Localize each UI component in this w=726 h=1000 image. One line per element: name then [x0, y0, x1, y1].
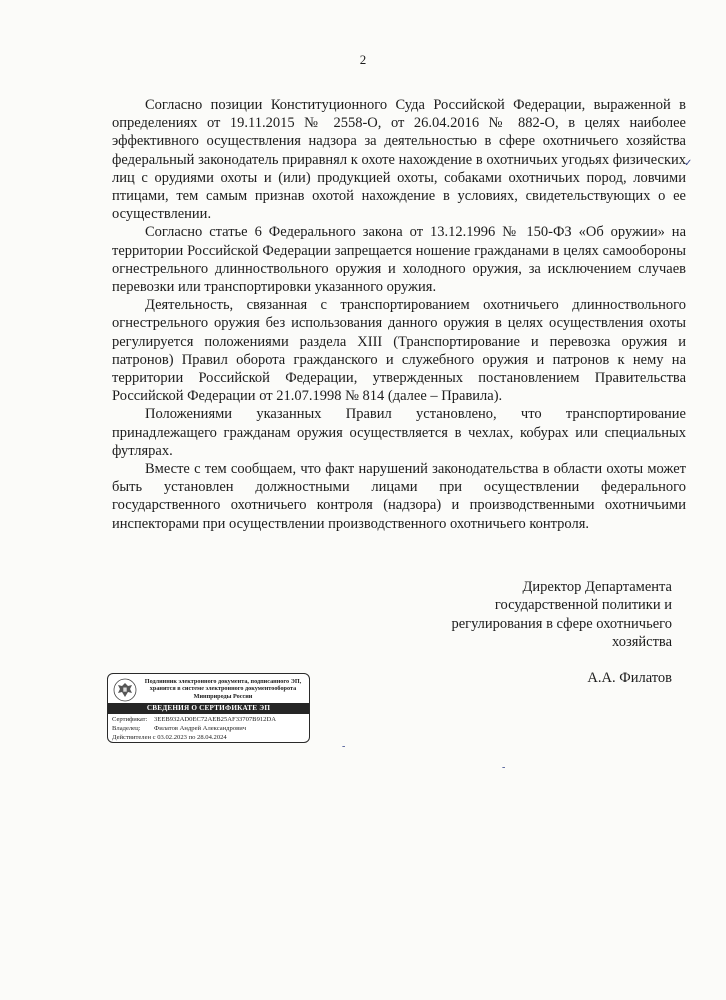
signature-position-line: Директор Департамента [522, 579, 672, 595]
letter-body [112, 96, 686, 533]
scan-mark: ✓ [684, 158, 693, 169]
scan-mark: - [342, 741, 346, 752]
signature-position-line: регулирования в сфере охотничьего [451, 615, 672, 632]
owner-value: Филатов Андрей Александрович [154, 725, 247, 732]
electronic-signature-stamp [107, 673, 310, 743]
stamp-header: Подлинник электронного документа, подписанного ЭП, хранится в системе электронного документооборота Минприроды России [144, 678, 302, 700]
coat-of-arms-icon [113, 678, 137, 702]
signature-position [400, 578, 672, 652]
paragraph-rules-provisions: Положениями указанных Правил установлено, что транспортирование принадлежащего гражданам оружия осуществляется в чехлах, кобурах или специальных футлярах. [112, 406, 686, 459]
certificate-label: Сертификат: [112, 716, 148, 723]
validity-row: Действителен с 03.02.2023 по 28.04.2024 [112, 734, 227, 741]
paragraph-violations: Вместе с тем сообщаем, что факт нарушений законодательства в области охоты может быть установлен должностными лицами при осуществлении федерального государственного охотничьего контроля (надзора) и производственными охотничьими инспекторами при осуществлении производственного охотничьего контроля. [112, 461, 686, 532]
signer-name: А.А. Филатов [587, 670, 672, 686]
paragraph-weapons-law: Согласно статье 6 Федерального закона от 13.12.1996 № 150-ФЗ «Об оружии» на территории Российской Федерации запрещается ношение гражданами в целях самообороны огнестрельного длинноствольного оружия и холодного оружия, за исключением случаев перевозки или транспортировки указанного оружия. [112, 224, 686, 296]
stamp-title: СВЕДЕНИЯ О СЕРТИФИКАТЕ ЭП [108, 703, 309, 714]
scan-mark: - [502, 762, 506, 773]
owner-label: Владелец: [112, 725, 141, 732]
certificate-row [112, 716, 307, 724]
certificate-value: 3EEB932AD0EC72AEB25AF33707B912DA [154, 716, 276, 723]
paragraph-constitutional-court: Согласно позиции Конституционного Суда Российской Федерации, выраженной в определениях от 19.11.2015 № 2558-О, от 26.04.2016 № 882-О, в целях наиболее эффективного осуществления надзора за деятельностью в сфере охотничьего хозяйства федеральный законодатель приравнял к охоте нахождение в охотничьих угодьях физических лиц с орудиями охоты и (или) продукцией охоты, собаками охотничьих пород, ловчими птицами, тем самым признав охотой нахождение в условиях, свидетельствующих о ее осуществлении. [112, 97, 686, 223]
owner-row [112, 725, 307, 733]
signature-position-line: хозяйства [612, 634, 672, 651]
page-number: 2 [359, 52, 367, 67]
paragraph-transport-rules: Деятельность, связанная с транспортированием охотничьего длинноствольного огнестрельного оружия без использования данного оружия в целях осуществления охоты регулируется положениями раздела XIII (Транспортирование и перевозка оружия и патронов) Правил оборота гражданского и служебного оружия и патронов к нему на территории Российской Федерации, утвержденных постановлением Правительства Российской Федерации от 21.07.1998 № 814 (далее – Правила). [112, 297, 686, 405]
signature-position-line: государственной политики и [494, 597, 672, 614]
